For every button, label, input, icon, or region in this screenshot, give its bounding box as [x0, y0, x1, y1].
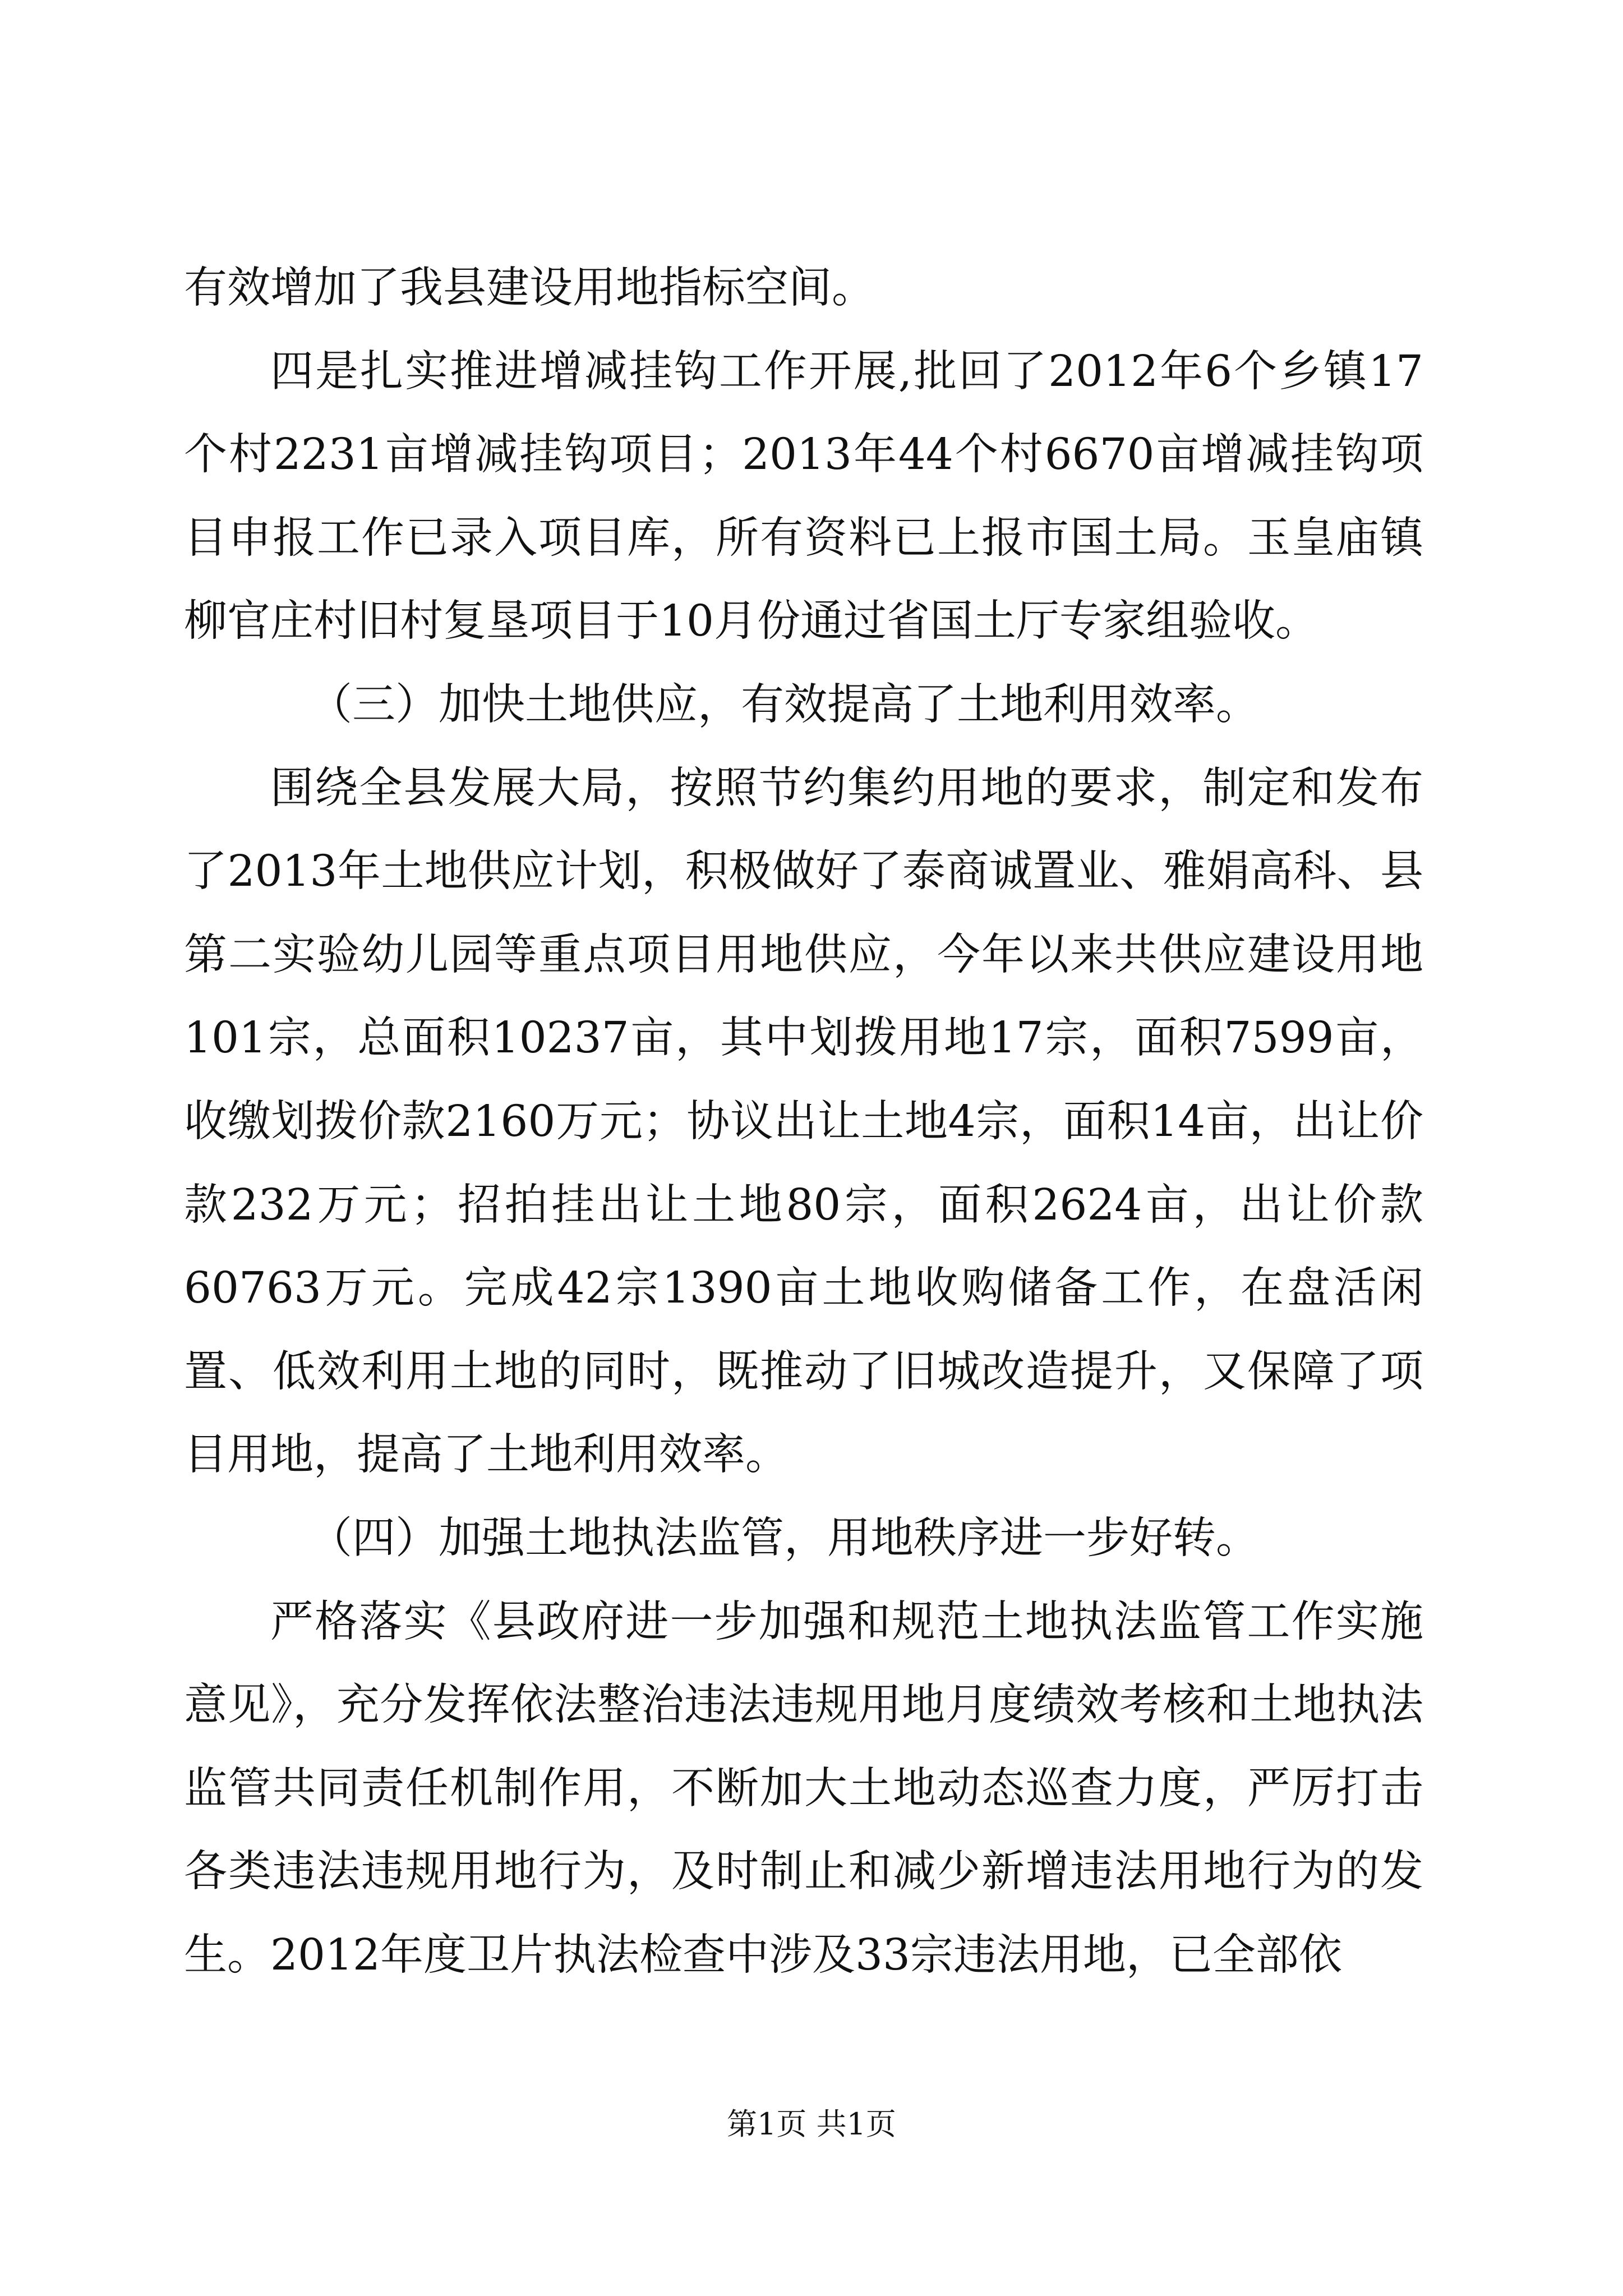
section-heading-4: （四）加强土地执法监管，用地秩序进一步好转。	[309, 1513, 1259, 1563]
paragraph-land-supply: 围绕全县发展大局，按照节约集约用地的要求，制定和发布了2013年土地供应计划，积极做好了泰商诚置业、雅娟高科、县第二实验幼儿园等重点项目用地供应，今年以来共供应建设用地101宗，总面积10237亩，其中划拨用地17宗，面积7599亩，收缴划拨价款2160万元；协议出让土地4宗，面积14亩，出让价款232万元；招拍挂出让土地80宗，面积2624亩，出让价款60763万元。完成42宗1390亩土地收购储备工作，在盘活闲置、低效利用土地的同时，既推动了旧城改造提升，又保障了项目用地，提高了土地利用效率。	[184, 763, 1423, 1480]
page-footer	[0, 2100, 1623, 2143]
paragraph-law-enforcement: 严格落实《县政府进一步加强和规范土地执法监管工作实施意见》，充分发挥依法整治违法违规用地月度绩效考核和土地执法监管共同责任机制作用，不断加大土地动态巡查力度，严厉打击各类违法违规用地行为，及时制止和减少新增违法用地行为的发生。2012年度卫片执法检查中涉及33宗违法用地，已全部依	[184, 1596, 1423, 1980]
section-heading-3: （三）加快土地供应，有效提高了土地利用效率。	[309, 679, 1259, 730]
paragraph-linkage-projects: 四是扎实推进增减挂钩工作开展,批回了2012年6个乡镇17个村2231亩增减挂钩项目；2013年44个村6670亩增减挂钩项目申报工作已录入项目库，所有资料已上报市国土局。玉皇庙镇柳官庄村旧村复垦项目于10月份通过省国土厅专家组验收。	[184, 346, 1423, 647]
page-number-label: 第1页 共1页	[727, 2106, 896, 2142]
paragraph-continuation: 有效增加了我县建设用地指标空间。	[184, 263, 875, 313]
document-body	[184, 247, 1423, 1997]
